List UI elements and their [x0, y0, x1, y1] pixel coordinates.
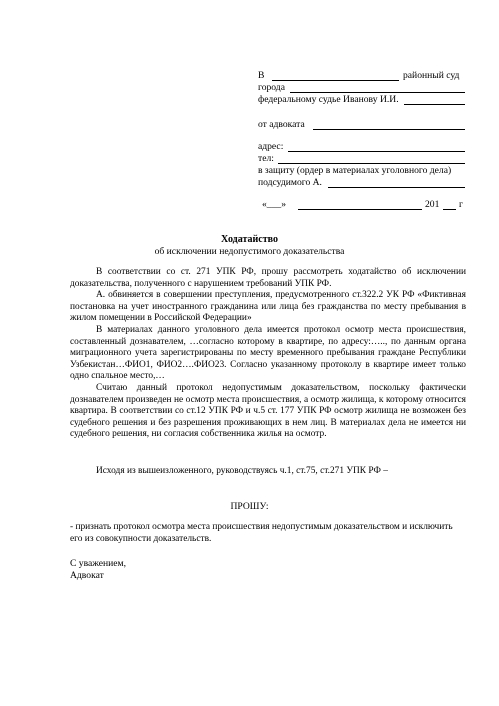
closing-signer: Адвокат [70, 570, 104, 581]
paragraph-3: В материалах данного уголовного дела имеется протокол осмотр места происшествия, составленный дознавателем, …согласно которому в квартире, по адресу:….., по данным органа миграционного учета зарегистрированы по месту временного пребывания граждане Республики Узбекистан…ФИО1, ФИО2….ФИО23. Согласно указанному протоколу в квартире имеет только одно спальное место,… [70, 324, 466, 382]
phone-label: тел: [258, 153, 274, 164]
date-day: «___» [262, 199, 286, 210]
request-heading: ПРОШУ: [230, 501, 269, 512]
defendant-label: подсудимого А. [258, 177, 322, 188]
city-label: города [258, 82, 285, 93]
date-year: 201 [425, 199, 440, 210]
date-suffix: г [459, 199, 463, 210]
advocate-label: от адвоката [258, 119, 305, 130]
defense-label: в защиту (ордер в материалах уголовного дела) [258, 165, 452, 176]
address-label: адрес: [258, 141, 284, 152]
paragraph-5: Исходя из вышеизложенного, руководствуясь ч.1, ст.75, ст.271 УПК РФ – [96, 466, 388, 476]
request-block [70, 522, 466, 545]
date-year-line [443, 209, 456, 210]
paragraph-4: Считаю данный протокол недопустимым доказательством, поскольку фактически дознавателем произведен не осмотр места происшествия, а осмотр жилища, к которому относится квартира. В соответствии со ст.12 УПК РФ и ч.5 ст. 177 УПК РФ осмотр жилища не возможен без судебного решения и без разрешения проживающих в нем лиц. В материалах дела не имеется ни судебного решения, ни согласия собственника жилья на осмотр. [70, 382, 466, 440]
request-text: - признать протокол осмотра места происшествия недопустимым доказательством и исключить его из совокупности доказательств. [70, 522, 453, 544]
date-month-line [298, 209, 422, 210]
document-subtitle: об исключении недопустимого доказательства [154, 246, 345, 257]
court-suffix: районный суд [403, 70, 460, 81]
judge-line [404, 104, 465, 105]
paragraph-1: В соответствии со ст. 271 УПК РФ, прошу рассмотреть ходатайство об исключении доказательства, полученного с нарушением требований УПК РФ. [70, 267, 466, 289]
city-line [290, 92, 465, 93]
defendant-line [328, 187, 465, 188]
paragraph-2: А. обвиняется в совершении преступления, предусмотренного ст.322.2 УК РФ «Фиктивная постановка на учет иностранного гражданина или лица без гражданства по месту пребывания в жилом помещении в Российской Федерации» [70, 290, 466, 324]
judge-label: федеральному судье Иванову И.И. [258, 94, 399, 105]
court-prefix: В [258, 70, 265, 81]
document-body [70, 267, 466, 441]
advocate-line [313, 129, 465, 130]
conclusion-block [70, 466, 466, 478]
closing-regards: С уважением, [70, 558, 127, 569]
phone-line [278, 163, 465, 164]
court-name-line [272, 80, 399, 81]
document-title: Ходатайство [221, 234, 278, 245]
address-line [288, 151, 465, 152]
